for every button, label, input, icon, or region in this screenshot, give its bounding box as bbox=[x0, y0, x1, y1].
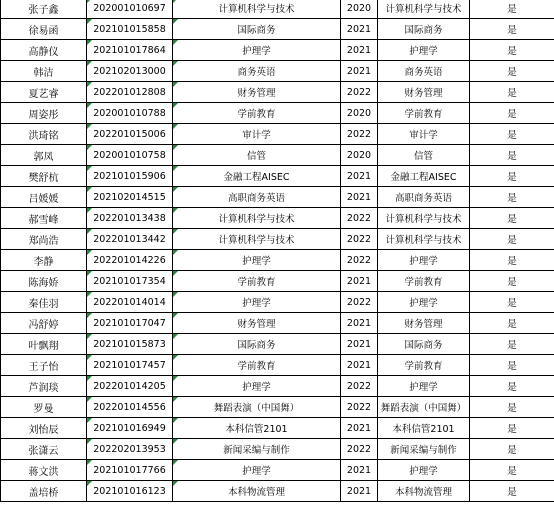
table-row bbox=[1, 229, 554, 250]
cell-year[interactable]: 2021 bbox=[341, 334, 378, 355]
cell-name[interactable]: 蒋文洪 bbox=[1, 460, 87, 481]
table-row bbox=[1, 481, 554, 502]
cell-year[interactable]: 2021 bbox=[341, 313, 378, 334]
cell-year[interactable]: 2021 bbox=[341, 187, 378, 208]
cell-name[interactable]: 吕媛媛 bbox=[1, 187, 87, 208]
cell-student-id[interactable]: 202201012808 bbox=[87, 82, 173, 103]
cell-year[interactable]: 2020 bbox=[341, 103, 378, 124]
cell-year[interactable]: 2022 bbox=[341, 124, 378, 145]
cell-year[interactable]: 2022 bbox=[341, 82, 378, 103]
cell-major-repeat[interactable]: 护理学 bbox=[378, 460, 470, 481]
cell-flag[interactable]: 是 bbox=[470, 313, 554, 334]
cell-year[interactable]: 2021 bbox=[341, 355, 378, 376]
cell-name[interactable]: 洪琦铭 bbox=[1, 124, 87, 145]
cell-name[interactable]: 韩洁 bbox=[1, 61, 87, 82]
cell-major-repeat[interactable]: 信管 bbox=[378, 145, 470, 166]
cell-flag[interactable]: 是 bbox=[470, 82, 554, 103]
cell-major[interactable]: 本科信管2101 bbox=[173, 418, 341, 439]
cell-flag[interactable]: 是 bbox=[470, 187, 554, 208]
table-body bbox=[1, 0, 554, 502]
table-row bbox=[1, 313, 554, 334]
cell-major-repeat[interactable]: 护理学 bbox=[378, 40, 470, 61]
cell-name[interactable]: 周姿彤 bbox=[1, 103, 87, 124]
cell-major-repeat[interactable]: 学前教育 bbox=[378, 355, 470, 376]
cell-student-id[interactable]: 202201014205 bbox=[87, 376, 173, 397]
cell-student-id[interactable]: 202101017864 bbox=[87, 40, 173, 61]
cell-flag[interactable]: 是 bbox=[470, 439, 554, 460]
cell-major[interactable]: 护理学 bbox=[173, 40, 341, 61]
cell-name[interactable]: 樊舒杭 bbox=[1, 166, 87, 187]
cell-major-repeat[interactable]: 护理学 bbox=[378, 250, 470, 271]
cell-name[interactable]: 高静仪 bbox=[1, 40, 87, 61]
cell-major[interactable]: 财务管理 bbox=[173, 313, 341, 334]
cell-name[interactable]: 芦润琰 bbox=[1, 376, 87, 397]
cell-student-id[interactable]: 202201014226 bbox=[87, 250, 173, 271]
cell-major[interactable]: 护理学 bbox=[173, 460, 341, 481]
cell-name[interactable]: 张潇云 bbox=[1, 439, 87, 460]
cell-year[interactable]: 2021 bbox=[341, 418, 378, 439]
cell-year[interactable]: 2021 bbox=[341, 19, 378, 40]
cell-major[interactable]: 舞蹈表演（中国舞） bbox=[173, 397, 341, 418]
cell-major-repeat[interactable]: 高职商务英语 bbox=[378, 187, 470, 208]
table-row bbox=[1, 82, 554, 103]
table-row bbox=[1, 40, 554, 61]
cell-name[interactable]: 刘怡辰 bbox=[1, 418, 87, 439]
cell-year[interactable]: 2022 bbox=[341, 439, 378, 460]
table-row bbox=[1, 271, 554, 292]
table-row bbox=[1, 124, 554, 145]
table-row bbox=[1, 208, 554, 229]
cell-year[interactable]: 2021 bbox=[341, 61, 378, 82]
cell-major[interactable]: 计算机科学与技术 bbox=[173, 229, 341, 250]
table-row bbox=[1, 292, 554, 313]
cell-major-repeat[interactable]: 审计学 bbox=[378, 124, 470, 145]
table-row bbox=[1, 19, 554, 40]
cell-flag[interactable]: 是 bbox=[470, 229, 554, 250]
cell-major[interactable]: 护理学 bbox=[173, 292, 341, 313]
cell-year[interactable]: 2022 bbox=[341, 229, 378, 250]
cell-major[interactable]: 计算机科学与技术 bbox=[173, 0, 341, 19]
cell-major[interactable]: 新闻采编与制作 bbox=[173, 439, 341, 460]
table-row bbox=[1, 355, 554, 376]
cell-flag[interactable]: 是 bbox=[470, 208, 554, 229]
cell-student-id[interactable]: 202101017354 bbox=[87, 271, 173, 292]
cell-year[interactable]: 2021 bbox=[341, 271, 378, 292]
cell-student-id[interactable]: 202101015858 bbox=[87, 19, 173, 40]
cell-flag[interactable]: 是 bbox=[470, 40, 554, 61]
cell-major[interactable]: 国际商务 bbox=[173, 334, 341, 355]
cell-name[interactable]: 郝雪峰 bbox=[1, 208, 87, 229]
cell-year[interactable]: 2021 bbox=[341, 40, 378, 61]
cell-major[interactable]: 本科物流管理 bbox=[173, 481, 341, 502]
cell-year[interactable]: 2020 bbox=[341, 0, 378, 19]
cell-major[interactable]: 护理学 bbox=[173, 250, 341, 271]
cell-name[interactable]: 罗曼 bbox=[1, 397, 87, 418]
cell-flag[interactable]: 是 bbox=[470, 271, 554, 292]
cell-major-repeat[interactable]: 金融工程AISEC bbox=[378, 166, 470, 187]
cell-student-id[interactable]: 202101016949 bbox=[87, 418, 173, 439]
cell-major-repeat[interactable]: 国际商务 bbox=[378, 334, 470, 355]
cell-year[interactable]: 2021 bbox=[341, 481, 378, 502]
cell-major-repeat[interactable]: 学前教育 bbox=[378, 271, 470, 292]
cell-major[interactable]: 国际商务 bbox=[173, 19, 341, 40]
cell-major-repeat[interactable]: 财务管理 bbox=[378, 82, 470, 103]
cell-student-id[interactable]: 202201013438 bbox=[87, 208, 173, 229]
cell-major-repeat[interactable]: 计算机科学与技术 bbox=[378, 229, 470, 250]
cell-student-id[interactable]: 202102014515 bbox=[87, 187, 173, 208]
cell-student-id[interactable]: 202101015873 bbox=[87, 334, 173, 355]
cell-flag[interactable]: 是 bbox=[470, 0, 554, 19]
table-row bbox=[1, 187, 554, 208]
cell-student-id[interactable]: 202001010697 bbox=[87, 0, 173, 19]
table-row bbox=[1, 397, 554, 418]
cell-student-id[interactable]: 202101017766 bbox=[87, 460, 173, 481]
cell-name[interactable]: 王子怡 bbox=[1, 355, 87, 376]
cell-flag[interactable]: 是 bbox=[470, 418, 554, 439]
cell-flag[interactable]: 是 bbox=[470, 355, 554, 376]
cell-name[interactable]: 盖培桥 bbox=[1, 481, 87, 502]
cell-student-id[interactable]: 202102013000 bbox=[87, 61, 173, 82]
cell-flag[interactable]: 是 bbox=[470, 166, 554, 187]
table-row bbox=[1, 376, 554, 397]
table-row bbox=[1, 250, 554, 271]
cell-major[interactable]: 护理学 bbox=[173, 376, 341, 397]
cell-flag[interactable]: 是 bbox=[470, 334, 554, 355]
table-row bbox=[1, 460, 554, 481]
cell-name[interactable]: 夏艺睿 bbox=[1, 82, 87, 103]
cell-student-id[interactable]: 202101017047 bbox=[87, 313, 173, 334]
cell-student-id[interactable]: 202001010788 bbox=[87, 103, 173, 124]
table-row bbox=[1, 334, 554, 355]
table-row bbox=[1, 418, 554, 439]
cell-student-id[interactable]: 202101017457 bbox=[87, 355, 173, 376]
cell-major-repeat[interactable]: 商务英语 bbox=[378, 61, 470, 82]
cell-flag[interactable]: 是 bbox=[470, 481, 554, 502]
cell-major[interactable]: 学前教育 bbox=[173, 103, 341, 124]
cell-student-id[interactable]: 202201014556 bbox=[87, 397, 173, 418]
cell-name[interactable]: 秦佳羽 bbox=[1, 292, 87, 313]
cell-flag[interactable]: 是 bbox=[470, 376, 554, 397]
table-row bbox=[1, 0, 554, 19]
cell-student-id[interactable]: 202202013953 bbox=[87, 439, 173, 460]
cell-major-repeat[interactable]: 学前教育 bbox=[378, 103, 470, 124]
cell-major[interactable]: 金融工程AISEC bbox=[173, 166, 341, 187]
cell-year[interactable]: 2020 bbox=[341, 145, 378, 166]
table-row bbox=[1, 439, 554, 460]
cell-year[interactable]: 2022 bbox=[341, 208, 378, 229]
table-row bbox=[1, 61, 554, 82]
cell-flag[interactable]: 是 bbox=[470, 292, 554, 313]
cell-name[interactable]: 郑尚浩 bbox=[1, 229, 87, 250]
cell-major[interactable]: 审计学 bbox=[173, 124, 341, 145]
cell-name[interactable]: 冯舒婷 bbox=[1, 313, 87, 334]
cell-major[interactable]: 学前教育 bbox=[173, 271, 341, 292]
cell-student-id[interactable]: 202101015906 bbox=[87, 166, 173, 187]
table-row bbox=[1, 166, 554, 187]
cell-flag[interactable]: 是 bbox=[470, 460, 554, 481]
cell-year[interactable]: 2021 bbox=[341, 460, 378, 481]
cell-year[interactable]: 2021 bbox=[341, 166, 378, 187]
table-row bbox=[1, 103, 554, 124]
cell-flag[interactable]: 是 bbox=[470, 61, 554, 82]
cell-major[interactable]: 商务英语 bbox=[173, 61, 341, 82]
cell-flag[interactable]: 是 bbox=[470, 103, 554, 124]
cell-major[interactable]: 学前教育 bbox=[173, 355, 341, 376]
cell-flag[interactable]: 是 bbox=[470, 397, 554, 418]
cell-student-id[interactable]: 202201013442 bbox=[87, 229, 173, 250]
cell-flag[interactable]: 是 bbox=[470, 145, 554, 166]
cell-major-repeat[interactable]: 国际商务 bbox=[378, 19, 470, 40]
cell-major[interactable]: 财务管理 bbox=[173, 82, 341, 103]
cell-year[interactable]: 2022 bbox=[341, 292, 378, 313]
cell-name[interactable]: 叶飘翔 bbox=[1, 334, 87, 355]
cell-major[interactable]: 高职商务英语 bbox=[173, 187, 341, 208]
cell-major-repeat[interactable]: 计算机科学与技术 bbox=[378, 0, 470, 19]
cell-flag[interactable]: 是 bbox=[470, 124, 554, 145]
cell-major-repeat[interactable]: 舞蹈表演（中国舞） bbox=[378, 397, 470, 418]
cell-name[interactable]: 郭凤 bbox=[1, 145, 87, 166]
cell-year[interactable]: 2022 bbox=[341, 250, 378, 271]
cell-major-repeat[interactable]: 本科物流管理 bbox=[378, 481, 470, 502]
cell-major-repeat[interactable]: 本科信管2101 bbox=[378, 418, 470, 439]
cell-name[interactable]: 徐易函 bbox=[1, 19, 87, 40]
cell-flag[interactable]: 是 bbox=[470, 19, 554, 40]
cell-major-repeat[interactable]: 护理学 bbox=[378, 376, 470, 397]
cell-student-id[interactable]: 202201014014 bbox=[87, 292, 173, 313]
cell-major[interactable]: 计算机科学与技术 bbox=[173, 208, 341, 229]
cell-name[interactable]: 李静 bbox=[1, 250, 87, 271]
cell-major[interactable]: 信管 bbox=[173, 145, 341, 166]
cell-year[interactable]: 2022 bbox=[341, 376, 378, 397]
cell-student-id[interactable]: 202101016123 bbox=[87, 481, 173, 502]
cell-name[interactable]: 张子鑫 bbox=[1, 0, 87, 19]
cell-name[interactable]: 陈海娇 bbox=[1, 271, 87, 292]
cell-major-repeat[interactable]: 财务管理 bbox=[378, 313, 470, 334]
cell-major-repeat[interactable]: 新闻采编与制作 bbox=[378, 439, 470, 460]
table-row bbox=[1, 145, 554, 166]
cell-major-repeat[interactable]: 计算机科学与技术 bbox=[378, 208, 470, 229]
cell-flag[interactable]: 是 bbox=[470, 250, 554, 271]
cell-year[interactable]: 2022 bbox=[341, 397, 378, 418]
cell-major-repeat[interactable]: 护理学 bbox=[378, 292, 470, 313]
cell-student-id[interactable]: 202201015006 bbox=[87, 124, 173, 145]
cell-student-id[interactable]: 202001010758 bbox=[87, 145, 173, 166]
